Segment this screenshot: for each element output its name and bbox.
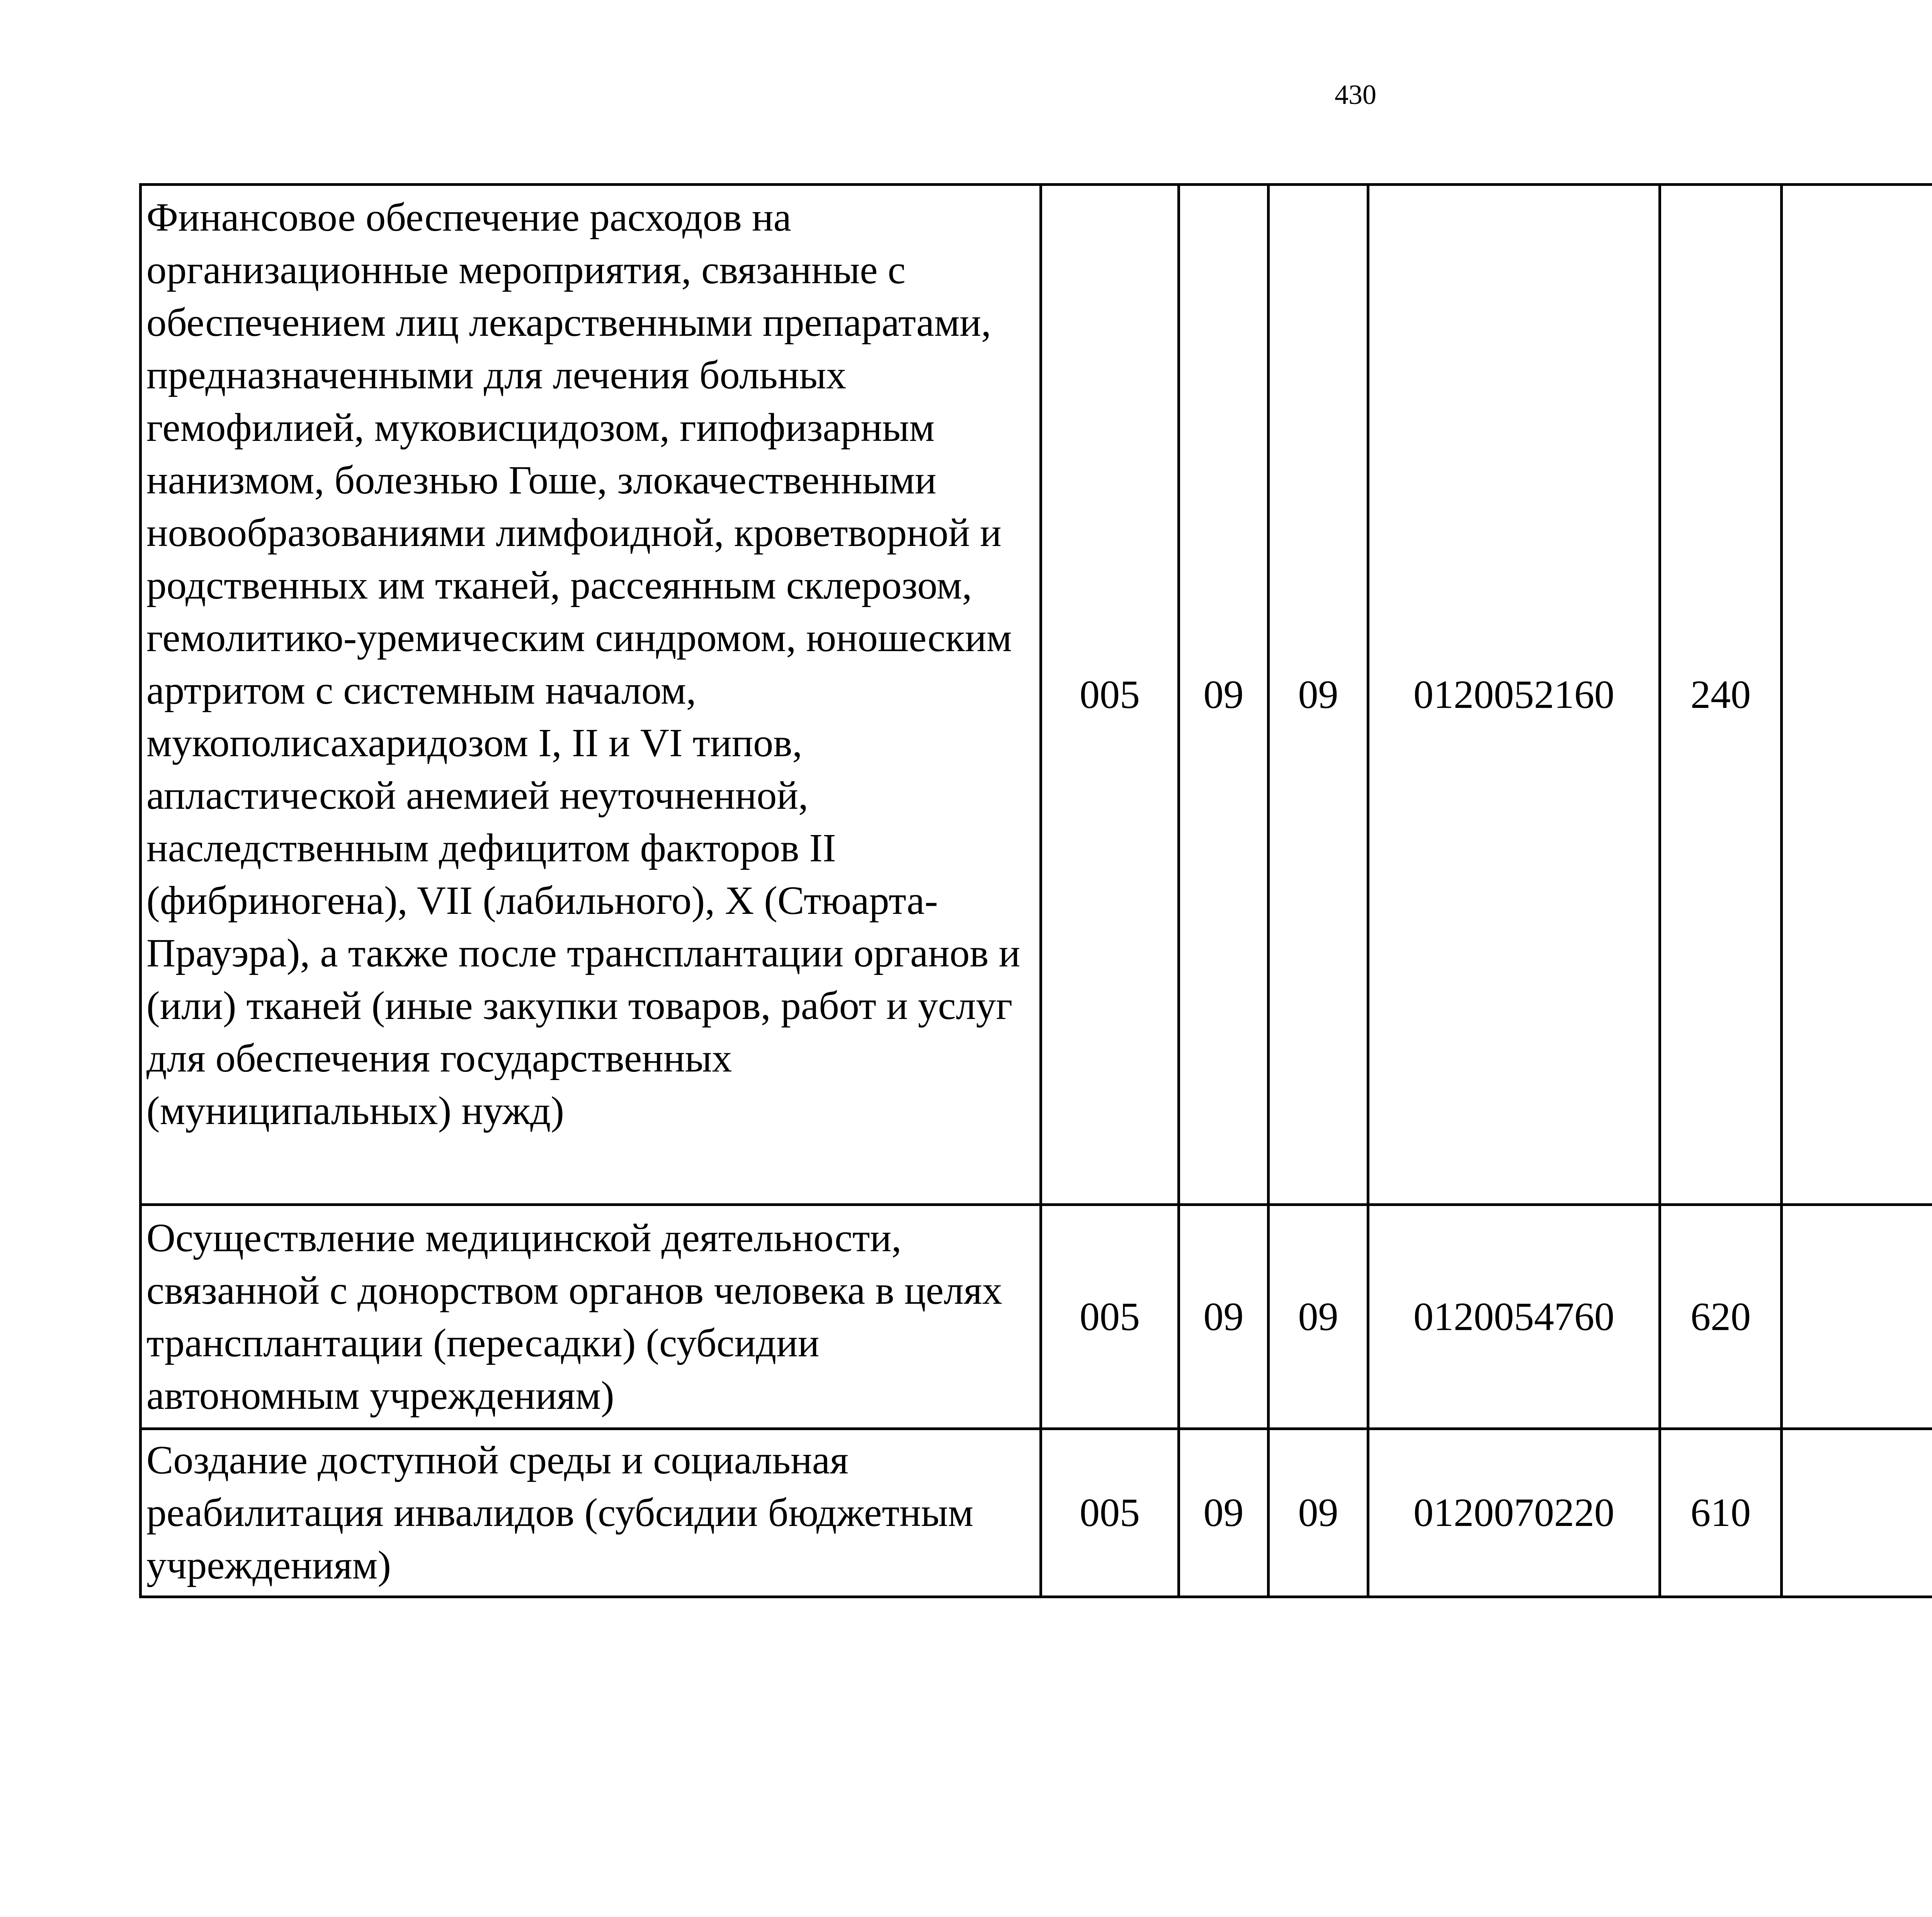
amount-1 (1782, 1205, 1932, 1429)
expense-type-code: 610 (1660, 1429, 1782, 1597)
table-row (141, 1205, 1932, 1429)
target-article-code: 0120052160 (1368, 185, 1660, 1205)
amount-1 (1782, 1429, 1932, 1597)
ministry-code: 005 (1041, 185, 1179, 1205)
table-row (141, 185, 1932, 1205)
row-description: Создание доступной среды и социальная реабилитация инвалидов (субсидии бюджетным учреждениям) (141, 1429, 1041, 1597)
amount-1 (1782, 185, 1932, 1205)
target-article-code: 0120070220 (1368, 1429, 1660, 1597)
subsection-code: 09 (1269, 1429, 1368, 1597)
page-number: 430 (1335, 79, 1376, 110)
subsection-code: 09 (1269, 185, 1368, 1205)
section-code: 09 (1179, 185, 1269, 1205)
subsection-code: 09 (1269, 1205, 1368, 1429)
expense-type-code: 240 (1660, 185, 1782, 1205)
row-description: Финансовое обеспечение расходов на организационные мероприятия, связанные с обеспечением лиц лекарственными препаратами, предназначенными для лечения больных гемофилией, муковисцидозом, гипофизарным нанизмом, болезнью Гоше, злокачественными новообразованиями лимфоидной, кроветворной и родственных им тканей, рассеянным склерозом, гемолитико-уремическим синдромом, юношеским артритом с системным началом, мукополисахаридозом I, II и VI типов, апластической анемией неуточненной, наследственным дефицитом факторов II (фибриногена), VII (лабильного), X (Стюарта-Прауэра), а также после трансплантации органов и (или) тканей (иные закупки товаров, работ и услуг для обеспечения государственных (муниципальных) нужд) (141, 185, 1041, 1205)
section-code: 09 (1179, 1429, 1269, 1597)
table-row (141, 1429, 1932, 1597)
ministry-code: 005 (1041, 1429, 1179, 1597)
row-description: Осуществление медицинской деятельности, связанной с донорством органов человека в целях трансплантации (пересадки) (субсидии автономным учреждениям) (141, 1205, 1041, 1429)
target-article-code: 0120054760 (1368, 1205, 1660, 1429)
expense-type-code: 620 (1660, 1205, 1782, 1429)
section-code: 09 (1179, 1205, 1269, 1429)
ministry-code: 005 (1041, 1205, 1179, 1429)
budget-table (139, 183, 1932, 1598)
